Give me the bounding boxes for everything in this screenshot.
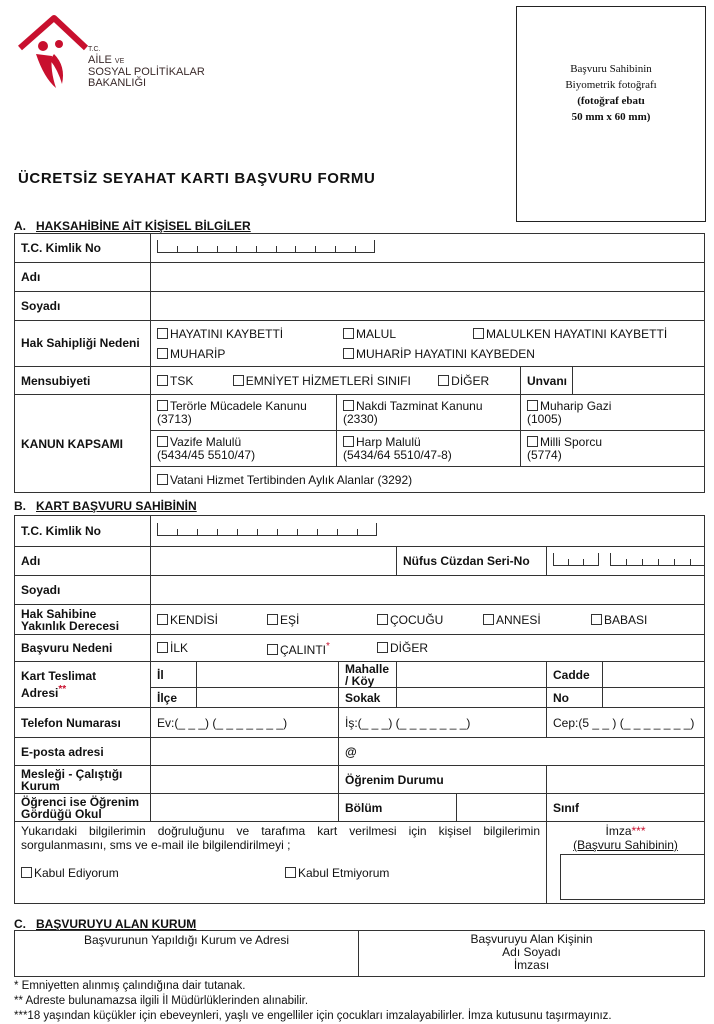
- b-email-domain-input[interactable]: [339, 738, 705, 766]
- a-tc-input[interactable]: [151, 234, 705, 263]
- b-education-input[interactable]: [547, 766, 705, 794]
- a-reason-label: Hak Sahipliği Nedeni: [15, 321, 151, 367]
- b-id-serial-input[interactable]: [547, 547, 705, 576]
- footnote-3: ***18 yaşından küçükler için ebeveynleri, yaşlı ve engelliler için çocukları imzalayabilirler. İmza kutusunu taşırmayınız.: [14, 1010, 612, 1022]
- b-class-label: Sınıf: [547, 794, 705, 822]
- b-relation-option[interactable]: ÇOCUĞU: [377, 613, 443, 627]
- section-b-title: B. KART BAŞVURU SAHİBİNİN: [14, 499, 197, 513]
- a-reason-option[interactable]: MALUL: [343, 324, 396, 344]
- section-a-title: A. HAKSAHİBİNE AİT KİŞİSEL BİLGİLER: [14, 219, 251, 233]
- logo-ve: VE: [114, 58, 125, 65]
- b-consent-text: Yukarıdaki bilgilerimin doğruluğunu ve tarafıma kart verilmesi için kişisel bilgilerimin sorgulanmasını, sms ve e-mail ile bilgilendirilmeyi ;: [21, 824, 540, 852]
- section-a-table: [14, 233, 705, 493]
- b-relation-option[interactable]: EŞİ: [267, 613, 299, 627]
- b-apply-reason-option[interactable]: DİĞER: [377, 641, 428, 655]
- a-title-input[interactable]: [573, 367, 705, 395]
- logo-line1: AİLE: [88, 54, 112, 66]
- a-title-label: Unvanı: [521, 367, 573, 395]
- b-phone-mobile[interactable]: Cep:(5 _ _ ) (_ _ _ _ _ _ _): [547, 708, 705, 738]
- section-b-table: [14, 515, 705, 904]
- c-right-line2: Adı Soyadı: [502, 945, 561, 959]
- b-address-il-label: İl: [151, 662, 197, 688]
- b-address-ilce-input[interactable]: [197, 688, 339, 708]
- c-left-header: Başvurunun Yapıldığı Kurum ve Adresi: [83, 933, 289, 947]
- c-institution-cell[interactable]: [15, 931, 359, 977]
- a-law-option[interactable]: Muharip Gazi (1005): [521, 395, 705, 431]
- b-name-label: Adı: [15, 547, 151, 576]
- b-address-cadde-input[interactable]: [603, 662, 705, 688]
- a-surname-input[interactable]: [151, 292, 705, 321]
- b-job-input[interactable]: [151, 766, 339, 794]
- b-job-label: Mesleği - Çalıştığı Kurum: [15, 766, 151, 794]
- b-address-mahalle-label: Mahalle / Köy: [339, 662, 397, 688]
- b-school-input[interactable]: [151, 794, 339, 822]
- b-surname-input[interactable]: [151, 576, 705, 605]
- a-tc-label: T.C. Kimlik No: [15, 234, 151, 263]
- a-law-option[interactable]: Nakdi Tazminat Kanunu (2330): [337, 395, 521, 431]
- b-apply-reason-option[interactable]: ÇALINTI*: [267, 641, 330, 657]
- b-phone-home[interactable]: Ev:(_ _ _) (_ _ _ _ _ _ _): [151, 708, 339, 738]
- b-id-serial-label: Nüfus Cüzdan Seri-No: [397, 547, 547, 576]
- a-reason-option[interactable]: HAYATINI KAYBETTİ: [157, 324, 283, 344]
- photo-line3: (fotoğraf ebatı: [577, 95, 645, 107]
- a-affiliation-option[interactable]: DİĞER: [438, 374, 489, 388]
- b-address-mahalle-input[interactable]: [397, 662, 547, 688]
- b-apply-reason-option[interactable]: İLK: [157, 641, 188, 655]
- a-reason-option[interactable]: MUHARİP: [157, 344, 225, 364]
- b-signature-sub: (Başvuru Sahibinin): [573, 838, 678, 852]
- photo-line1: Başvuru Sahibinin: [570, 63, 652, 75]
- a-surname-label: Soyadı: [15, 292, 151, 321]
- b-reject-checkbox[interactable]: Kabul Etmiyorum: [285, 866, 389, 880]
- c-right-line1: Başvuruyu Alan Kişinin: [470, 932, 593, 946]
- a-affiliation-option[interactable]: TSK: [157, 374, 193, 388]
- photo-line2: Biyometrik fotoğrafı: [565, 79, 657, 91]
- section-c-title: C. BAŞVURUYU ALAN KURUM: [14, 917, 197, 931]
- c-right-line3: İmzası: [513, 958, 550, 972]
- a-law-option[interactable]: Vatani Hizmet Tertibinden Aylık Alanlar (3292): [151, 467, 705, 493]
- b-tc-label: T.C. Kimlik No: [15, 516, 151, 547]
- logo-line2: SOSYAL POLİTİKALAR: [88, 66, 205, 78]
- b-address-no-input[interactable]: [603, 688, 705, 708]
- b-education-label: Öğrenim Durumu: [339, 766, 547, 794]
- a-name-input[interactable]: [151, 263, 705, 292]
- b-signature-box[interactable]: [560, 854, 705, 900]
- b-apply-reason-label: Başvuru Nedeni: [15, 635, 151, 662]
- photo-box[interactable]: [516, 6, 706, 222]
- b-surname-label: Soyadı: [15, 576, 151, 605]
- b-relation-label: Hak Sahibine Yakınlık Derecesi: [15, 605, 151, 635]
- b-address-sokak-label: Sokak: [339, 688, 397, 708]
- b-signature-label: İmza***: [605, 824, 646, 838]
- b-email-user-input[interactable]: [151, 738, 339, 766]
- a-name-label: Adı: [15, 263, 151, 292]
- b-department-input[interactable]: [457, 794, 547, 822]
- form-title: ÜCRETSİZ SEYAHAT KARTI BAŞVURU FORMU: [18, 170, 376, 187]
- logo-tc: T.C.: [88, 46, 101, 53]
- at-sign: @: [345, 744, 357, 759]
- a-affiliation-label: Mensubiyeti: [15, 367, 151, 395]
- footnote-2: ** Adreste bulunamazsa ilgili İl Müdürlüklerinden alınabilir.: [14, 995, 309, 1007]
- logo-icon: [16, 14, 90, 90]
- b-relation-option[interactable]: ANNESİ: [483, 613, 541, 627]
- a-reason-option[interactable]: MALULKEN HAYATINI KAYBETTİ: [473, 324, 667, 344]
- b-address-sokak-input[interactable]: [397, 688, 547, 708]
- b-address-ilce-label: İlçe: [151, 688, 197, 708]
- b-email-label: E-posta adresi: [15, 738, 151, 766]
- photo-line4: 50 mm x 60 mm): [571, 111, 651, 123]
- a-law-option[interactable]: Terörle Mücadele Kanunu (3713): [151, 395, 337, 431]
- a-law-label: KANUN KAPSAMI: [15, 395, 151, 493]
- b-name-input[interactable]: [151, 547, 397, 576]
- b-phone-label: Telefon Numarası: [15, 708, 151, 738]
- b-address-il-input[interactable]: [197, 662, 339, 688]
- b-address-label: Kart Teslimat Adresi**: [15, 662, 151, 708]
- b-accept-checkbox[interactable]: Kabul Ediyorum: [21, 866, 119, 880]
- ministry-logo: [16, 14, 206, 94]
- b-department-label: Bölüm: [339, 794, 457, 822]
- b-school-label: Öğrenci ise Öğrenim Gördüğü Okul: [15, 794, 151, 822]
- section-c-table: [14, 930, 705, 977]
- a-law-option[interactable]: Harp Malulü (5434/64 5510/47-8): [337, 431, 521, 467]
- b-address-no-label: No: [547, 688, 603, 708]
- a-law-option[interactable]: Milli Sporcu (5774): [521, 431, 705, 467]
- logo-line3: BAKANLIĞI: [88, 77, 147, 89]
- a-reason-option[interactable]: MUHARİP HAYATINI KAYBEDEN: [343, 344, 535, 364]
- b-relation-option[interactable]: KENDİSİ: [157, 613, 218, 627]
- c-receiver-cell[interactable]: [359, 931, 705, 977]
- a-law-option[interactable]: Vazife Malulü (5434/45 5510/47): [151, 431, 337, 467]
- b-address-cadde-label: Cadde: [547, 662, 603, 688]
- a-affiliation-option[interactable]: EMNİYET HİZMETLERİ SINIFI: [233, 374, 411, 388]
- b-relation-option[interactable]: BABASI: [591, 613, 647, 627]
- footnote-1: * Emniyetten alınmış çalındığına dair tutanak.: [14, 980, 246, 992]
- b-tc-input[interactable]: [151, 516, 705, 547]
- b-phone-work[interactable]: İş:(_ _ _) (_ _ _ _ _ _ _): [339, 708, 547, 738]
